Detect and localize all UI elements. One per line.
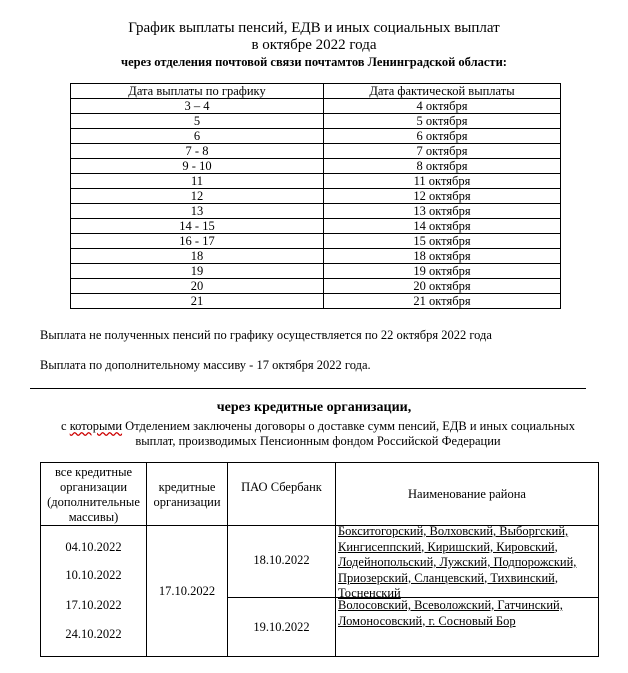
actual-date-cell: 4 октября	[324, 99, 561, 114]
credit-table	[40, 462, 599, 657]
header-region: Наименование района	[408, 487, 526, 501]
schedule-row	[71, 144, 561, 159]
credit-subtitle-line1: с которыми Отделением заключены договоры о доставке сумм пенсий, ЕДВ и иных социальных	[61, 419, 575, 433]
schedule-row	[71, 294, 561, 309]
actual-date-cell: 19 октября	[324, 264, 561, 279]
page-title: График выплаты пенсий, ЕДВ и иных социальных выплат	[128, 20, 500, 36]
schedule-date-cell: 21	[71, 294, 324, 309]
credit-subtitle-line2: выплат, производимых Пенсионным фондом Российской Федерации	[135, 434, 501, 448]
header-all-credit: все кредитные организации (дополнительные массивы)	[47, 465, 140, 524]
schedule-row	[71, 249, 561, 264]
schedule-date-cell: 11	[71, 174, 324, 189]
actual-date-cell: 7 октября	[324, 144, 561, 159]
schedule-date-cell: 13	[71, 204, 324, 219]
date-4: 24.10.2022	[65, 627, 122, 641]
date-1: 04.10.2022	[65, 540, 122, 554]
schedule-row	[71, 129, 561, 144]
header-credit-orgs: кредитные организации	[153, 480, 221, 509]
sber-date-1: 18.10.2022	[253, 553, 310, 567]
actual-date-cell: 18 октября	[324, 249, 561, 264]
schedule-row	[71, 234, 561, 249]
schedule-row	[71, 189, 561, 204]
col-header-schedule-date: Дата выплаты по графику	[71, 84, 324, 99]
schedule-row	[71, 219, 561, 234]
actual-date-cell: 11 октября	[324, 174, 561, 189]
schedule-row	[71, 279, 561, 294]
credit-title: через кредитные организации,	[216, 400, 412, 415]
page-subheading: через отделения почтовой связи почтамтов Ленинградской области:	[121, 55, 507, 69]
note-additional: Выплата по дополнительному массиву - 17 октября 2022 года.	[40, 358, 371, 372]
regions-group-2: Волосовский, Всеволожский, Гатчинский, Ломоносовский, г. Сосновый Бор	[338, 598, 563, 628]
actual-date-cell: 15 октября	[324, 234, 561, 249]
actual-date-cell: 21 октября	[324, 294, 561, 309]
col-header-actual-date: Дата фактической выплаты	[324, 84, 561, 99]
actual-date-cell: 5 октября	[324, 114, 561, 129]
schedule-date-cell: 14 - 15	[71, 219, 324, 234]
schedule-date-cell: 7 - 8	[71, 144, 324, 159]
note-unpaid: Выплата не полученных пенсий по графику осуществляется по 22 октября 2022 года	[40, 328, 492, 342]
schedule-row	[71, 264, 561, 279]
schedule-date-cell: 5	[71, 114, 324, 129]
schedule-date-cell: 12	[71, 189, 324, 204]
schedule-row	[71, 204, 561, 219]
header-sberbank: ПАО Сбербанк	[241, 480, 322, 494]
actual-date-cell: 20 октября	[324, 279, 561, 294]
schedule-date-cell: 20	[71, 279, 324, 294]
actual-date-cell: 14 октября	[324, 219, 561, 234]
schedule-table	[70, 83, 561, 309]
actual-date-cell: 13 октября	[324, 204, 561, 219]
schedule-date-cell: 3 – 4	[71, 99, 324, 114]
schedule-row	[71, 174, 561, 189]
page-subtitle: в октябре 2022 года	[251, 37, 377, 53]
sber-date-2: 19.10.2022	[253, 620, 310, 634]
actual-date-cell: 6 октября	[324, 129, 561, 144]
schedule-date-cell: 16 - 17	[71, 234, 324, 249]
actual-date-cell: 12 октября	[324, 189, 561, 204]
schedule-date-cell: 9 - 10	[71, 159, 324, 174]
date-2: 10.10.2022	[65, 568, 122, 582]
date-3: 17.10.2022	[65, 598, 122, 612]
regions-group-1: Бокситогорский, Волховский, Выборгский, Кингисеппский, Киришский, Кировский, Лодейнопольский, Лужский, Подпорожский, Приозерский, Сланцевский, Тихвинский, Тосненский	[338, 524, 577, 600]
schedule-row	[71, 114, 561, 129]
schedule-date-cell: 19	[71, 264, 324, 279]
divider	[30, 388, 586, 389]
schedule-row	[71, 159, 561, 174]
schedule-row	[71, 99, 561, 114]
credit-date: 17.10.2022	[158, 584, 216, 598]
actual-date-cell: 8 октября	[324, 159, 561, 174]
schedule-date-cell: 6	[71, 129, 324, 144]
schedule-date-cell: 18	[71, 249, 324, 264]
